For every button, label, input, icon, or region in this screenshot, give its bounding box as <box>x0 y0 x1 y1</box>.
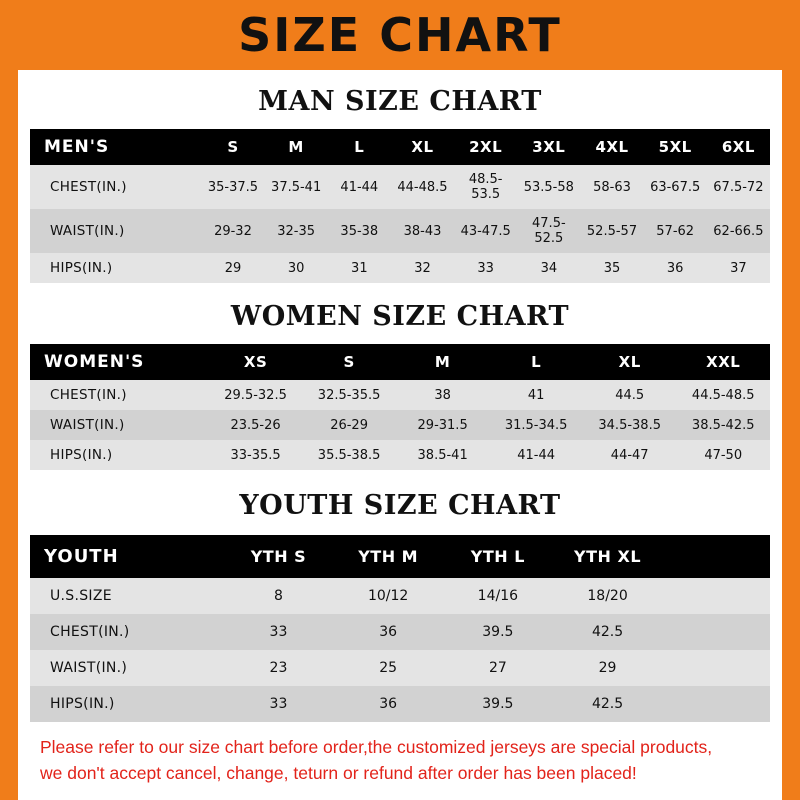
man-header-cell-8: 5XL <box>658 138 692 156</box>
man-cell-0-5: 53.5-58 <box>523 179 574 195</box>
youth-cell-0-spacer <box>662 578 770 614</box>
youth-cell-0-0: 8 <box>273 588 283 604</box>
youth-cell-3-0: 33 <box>269 696 288 712</box>
man-cell-0-4: 48.5-53.5 <box>468 172 503 202</box>
table-row <box>30 440 770 470</box>
man-row-1-label: WAIST(IN.) <box>50 223 125 239</box>
youth-cell-2-0: 23 <box>269 660 288 676</box>
man-cell-0-3: 44-48.5 <box>397 179 448 195</box>
man-cell-1-8: 62-66.5 <box>713 223 764 239</box>
youth-row-0-label: U.S.SIZE <box>50 588 112 604</box>
women-row-0-label: CHEST(IN.) <box>50 387 127 403</box>
youth-cell-3-3: 42.5 <box>591 696 624 712</box>
youth-cell-3-spacer <box>662 686 770 722</box>
man-row-2-label: HIPS(IN.) <box>50 260 113 276</box>
women-cell-1-1: 26-29 <box>330 417 368 433</box>
women-header-cell-3: M <box>434 353 451 371</box>
man-cell-2-0: 29 <box>224 260 242 276</box>
women-cell-2-2: 38.5-41 <box>417 447 468 463</box>
women-cell-1-4: 34.5-38.5 <box>598 417 661 433</box>
man-cell-1-1: 32-35 <box>277 223 316 239</box>
table-row <box>30 165 770 209</box>
youth-table-body <box>30 578 770 722</box>
women-header-cell-2: S <box>343 353 355 371</box>
man-cell-0-1: 37.5-41 <box>271 179 322 195</box>
table-row <box>30 614 770 650</box>
youth-cell-2-3: 29 <box>598 660 617 676</box>
youth-header-cell-1: YTH S <box>250 547 307 566</box>
man-cell-1-2: 35-38 <box>340 223 379 239</box>
man-header-cell-0: MEN'S <box>44 137 110 157</box>
youth-header-cell-4: YTH XL <box>574 547 642 566</box>
women-cell-0-3: 41 <box>527 387 545 403</box>
youth-row-1-label: CHEST(IN.) <box>50 624 130 640</box>
women-cell-0-0: 29.5-32.5 <box>224 387 287 403</box>
women-section-title: WOMEN SIZE CHART <box>230 301 570 332</box>
women-cell-0-5: 44.5-48.5 <box>691 387 755 403</box>
women-size-table <box>30 344 770 470</box>
women-cell-1-3: 31.5-34.5 <box>504 417 568 433</box>
women-row-1-label: WAIST(IN.) <box>50 417 125 433</box>
youth-cell-2-2: 27 <box>488 660 507 676</box>
man-row-0-label: CHEST(IN.) <box>50 179 127 195</box>
table-row <box>30 686 770 722</box>
women-header-cell-6: XXL <box>706 353 741 371</box>
women-cell-2-3: 41-44 <box>517 447 556 463</box>
women-row-2-label: HIPS(IN.) <box>50 447 113 463</box>
table-header-row <box>30 535 770 578</box>
youth-cell-1-0: 33 <box>269 624 288 640</box>
man-cell-1-7: 57-62 <box>656 223 695 239</box>
content-area <box>18 70 782 800</box>
youth-header-cell-0: YOUTH <box>44 546 119 567</box>
women-cell-2-0: 33-35.5 <box>230 447 281 463</box>
youth-cell-0-2: 14/16 <box>477 588 519 604</box>
man-header-cell-6: 3XL <box>532 138 566 156</box>
man-cell-2-1: 30 <box>287 260 305 276</box>
header-bar <box>0 0 800 70</box>
youth-header-cell-3: YTH L <box>470 547 525 566</box>
man-cell-2-2: 31 <box>351 260 368 276</box>
table-header-row <box>30 344 770 380</box>
footer-line-1: Please refer to our size chart before order,the customized jerseys are special products, <box>40 737 713 758</box>
man-cell-2-5: 34 <box>540 260 558 276</box>
man-header-cell-5: 2XL <box>469 138 503 156</box>
youth-table-header <box>30 535 770 578</box>
youth-cell-1-1: 36 <box>379 624 398 640</box>
women-table-body <box>30 380 770 470</box>
women-table-header <box>30 344 770 380</box>
table-header-row <box>30 129 770 165</box>
man-cell-0-0: 35-37.5 <box>207 179 259 195</box>
women-cell-1-0: 23.5-26 <box>230 417 281 433</box>
youth-cell-1-3: 42.5 <box>591 624 624 640</box>
man-cell-2-4: 33 <box>477 260 494 276</box>
man-cell-1-3: 38-43 <box>403 223 442 239</box>
man-section-title: MAN SIZE CHART <box>258 86 542 117</box>
man-cell-2-6: 35 <box>603 260 621 276</box>
table-row <box>30 209 770 253</box>
women-cell-1-5: 38.5-42.5 <box>691 417 755 433</box>
man-cell-0-8: 67.5-72 <box>713 179 764 195</box>
man-size-table <box>30 129 770 283</box>
table-row <box>30 410 770 440</box>
women-cell-2-4: 44-47 <box>610 447 649 463</box>
man-table-header <box>30 129 770 165</box>
footer-disclaimer <box>30 725 770 800</box>
man-header-cell-9: 6XL <box>721 138 755 156</box>
youth-section-title: YOUTH SIZE CHART <box>239 490 561 521</box>
man-header-cell-2: M <box>288 138 304 156</box>
youth-cell-0-3: 18/20 <box>587 588 628 604</box>
man-cell-1-6: 52.5-57 <box>586 223 638 239</box>
table-row <box>30 253 770 283</box>
youth-row-3-label: HIPS(IN.) <box>50 696 115 712</box>
youth-row-2-label: WAIST(IN.) <box>50 660 128 676</box>
youth-cell-2-1: 25 <box>379 660 398 676</box>
man-cell-0-2: 41-44 <box>340 179 379 195</box>
women-cell-0-1: 32.5-35.5 <box>317 387 381 403</box>
man-cell-1-5: 47.5-52.5 <box>532 216 566 246</box>
man-cell-0-6: 58-63 <box>593 179 631 195</box>
youth-cell-0-1: 10/12 <box>367 588 409 604</box>
footer-line-2: we don't accept cancel, change, teturn or refund after order has been placed! <box>40 762 637 783</box>
man-header-cell-7: 4XL <box>595 138 629 156</box>
women-cell-0-2: 38 <box>434 387 451 403</box>
youth-cell-2-spacer <box>662 650 770 686</box>
page-title: SIZE CHART <box>238 8 562 62</box>
man-header-cell-1: S <box>227 138 239 156</box>
youth-header-cell-2: YTH M <box>358 547 419 566</box>
women-cell-2-1: 35.5-38.5 <box>317 447 381 463</box>
women-cell-0-4: 44.5 <box>615 387 645 403</box>
women-cell-2-5: 47-50 <box>704 447 743 463</box>
table-row <box>30 650 770 686</box>
table-row <box>30 380 770 410</box>
man-cell-2-3: 32 <box>414 260 431 276</box>
youth-cell-1-spacer <box>662 614 770 650</box>
man-cell-0-7: 63-67.5 <box>650 179 701 195</box>
women-header-cell-0: WOMEN'S <box>44 352 145 372</box>
youth-cell-3-2: 39.5 <box>482 696 514 712</box>
man-cell-1-4: 43-47.5 <box>460 223 511 239</box>
table-row <box>30 578 770 614</box>
man-header-cell-4: XL <box>411 138 434 156</box>
man-cell-2-8: 37 <box>730 260 747 276</box>
women-cell-1-2: 29-31.5 <box>417 417 468 433</box>
women-header-cell-4: L <box>531 353 542 371</box>
youth-cell-1-2: 39.5 <box>482 624 514 640</box>
man-cell-1-0: 29-32 <box>214 223 252 239</box>
man-cell-2-7: 36 <box>666 260 684 276</box>
man-table-body <box>30 165 770 283</box>
women-header-cell-5: XL <box>618 353 641 371</box>
youth-cell-3-1: 36 <box>379 696 398 712</box>
man-header-cell-3: L <box>354 138 365 156</box>
women-header-cell-1: XS <box>243 353 268 371</box>
youth-header-cell-spacer <box>662 535 770 578</box>
youth-size-table <box>30 535 770 722</box>
